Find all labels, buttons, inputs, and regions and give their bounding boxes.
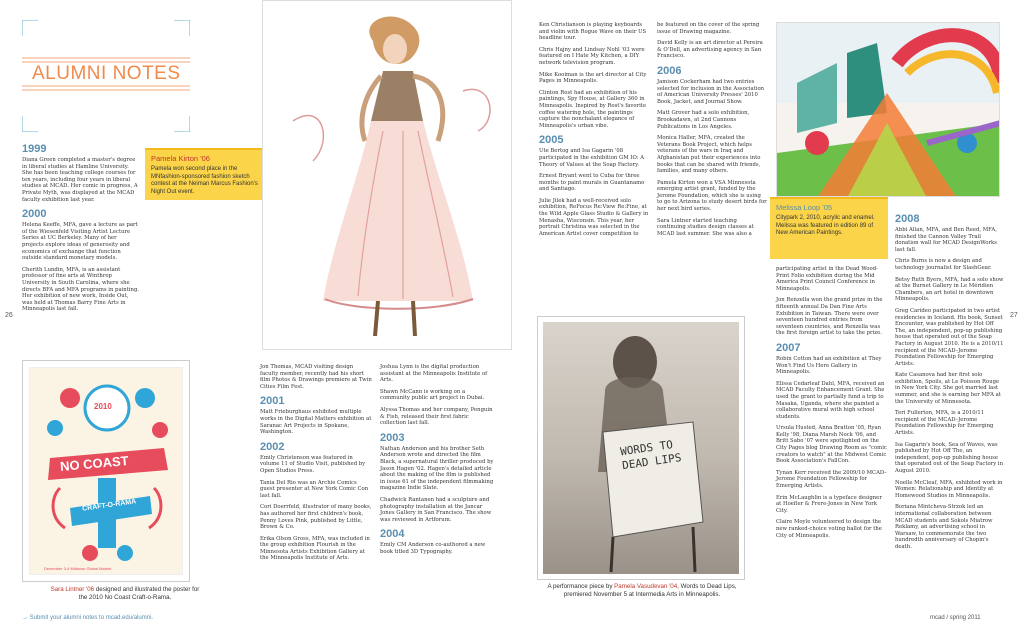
year-heading: 2007 bbox=[776, 341, 801, 354]
year-heading: 2001 bbox=[260, 395, 285, 408]
caption-text: Citypark 2, 2010, acrylic and enamel. Melissa was featured in edition 89 of New American Paintings. bbox=[776, 215, 875, 237]
note-entry: Teri Fullerton, MFA, is a 2010/11 recipient of the MCAD–Jerome Foundation Fellowship for Emerging Artists. bbox=[895, 410, 994, 437]
caption-title: Melissa Loop '05 bbox=[776, 203, 833, 212]
caption-name: Pamela Vasudevan '04 bbox=[614, 583, 678, 590]
poster-illustration bbox=[30, 368, 184, 576]
page-title: ALUMNI NOTES bbox=[32, 63, 181, 84]
note-entry: Jon Thomas, MCAD visiting design faculty member, recently had his short film Photos & Drawings premiere at Twin Cities Film Fest. bbox=[260, 364, 372, 390]
loop-caption-box bbox=[770, 197, 888, 259]
column-2008 bbox=[895, 210, 1005, 556]
note-entry: Kate Casanova had her first solo exhibition, Spoils, at Le Poisson Rouge in New York City. She got married last summer, and she is earning her MFA at the University of Minnesota. bbox=[895, 372, 1001, 405]
note-entry: participating artist in the Dead Wood-Print Folio exhibition during the Mid America Print Council Conference in Minneapolis. bbox=[776, 266, 878, 292]
performance-caption bbox=[542, 583, 742, 598]
note-entry: Tynan Kerr received the 2009/10 MCAD–Jerome Foundation Fellowship for Emerging Artists. bbox=[776, 469, 887, 490]
note-entry: Ernest Bryant went to Cuba for three months to paint murals in Guantanamo and Santiago. bbox=[539, 173, 645, 193]
note-entry: Emily CM Anderson co-authored a new book titled 3D Typography. bbox=[380, 542, 486, 555]
note-entry: Joshua Lynn is the digital production assistant at the Minneapolis Institute of Arts. bbox=[380, 364, 488, 384]
year-heading: 2008 bbox=[895, 213, 920, 225]
caption-body: , Words to Dead Lips, premiered November 5 at Intermedia Arts in Minneapolis. bbox=[563, 583, 737, 598]
note-entry: be featured on the cover of the spring issue of Drawing magazine. bbox=[657, 22, 760, 35]
note-entry: Emily Christenson was featured in volume 11 of Studio Visit, published by Open Studios Press. bbox=[260, 454, 366, 474]
note-entry: Ute Bertog and Isa Gagarin '08 participated in the exhibition GM IO: A Theory of Values at the Soap Factory. bbox=[539, 148, 645, 168]
poster-craft-o-rama: CRAFT-O-RAMA bbox=[81, 498, 137, 513]
note-entry: Clinton Rost had an exhibition of his paintings, Spy House, at Gallery 360 in Minneapolis. Inspired by Rost's favorite coffee watering hole, the paintings capture the nonchalant elegance of Minneapolis's urban vibe. bbox=[539, 89, 647, 129]
note-entry: Elissa Cedarleaf Dahl, MFA, received an MCAD Faculty Enhancement Grant. She used the grant to partially fund a trip to Masaka, Uganda, where she painted a collaborative mural with high school students. bbox=[776, 380, 885, 420]
citypark-illustration bbox=[777, 23, 1000, 197]
sign-text: WORDS TO DEAD LIPS bbox=[619, 438, 683, 473]
note-entry: Cherith Lundin, MFA, is an assistant professor of fine arts at Winthrop University in South Carolina, where she directs BFA and MFA programs in painting. Her exhibition of new work, Inside Out, was held at Thomas Barry Fine Arts in Minneapolis last fall. bbox=[22, 266, 140, 313]
year-heading: 2004 bbox=[380, 528, 405, 541]
poster-year: 2010 bbox=[94, 402, 112, 411]
note-entry: Ursula Husted, Anna Bratton '05, Ryan Kelly '98, Diana Marsh Nock '06, and Britt Sabo '07 were spotlighted on the City Pages blog Drawing Room as "comic creators to watch" at the Midwest Comic Book Association's FallCon. bbox=[776, 425, 887, 465]
kirton-caption-box bbox=[145, 148, 265, 200]
column-2007 bbox=[776, 266, 888, 544]
note-entry: Chris Burns is now a design and technology journalist for SlashGear. bbox=[895, 258, 992, 271]
note-entry: Erin McLaughlin is a typeface designer at Hoefler & Frere-Jones in New York City. bbox=[776, 494, 882, 514]
note-entry: Cori Doerrfeld, illustrator of many books, has authored her first children's book, Penny Loves Pink, published by Little, Brown & Co. bbox=[260, 504, 372, 531]
note-entry: Chadwick Rantanen had a sculpture and photography installation at the Jancar Jones Gallery in San Francisco. The show was reviewed in Artforum. bbox=[380, 496, 492, 523]
year-heading: 2002 bbox=[260, 440, 285, 453]
year-heading: 2005 bbox=[539, 134, 564, 147]
note-entry: Greg Carideo participated in two artist residencies in Iceland. His book, Sunset Encounter, was published by Hot Off The, an independent, pop-up publishing house that operated out of the Soap Factory in August 2010. He is a 2010/11 recipient of the MCAD–Jerome Foundation Fellowship for Emerging Artists. bbox=[895, 307, 1004, 367]
note-entry: Matt Frieburghaus exhibited multiple works in the Digital Matters exhibition at Saranac Art Projects in Spokane, Washington. bbox=[260, 409, 372, 436]
note-entry: Betsy Ruth Byers, MFA, had a solo show at the Burnet Gallery in Le Méridien Chambers, an art hotel in downtown Minneapolis. bbox=[895, 276, 1004, 303]
poster-frame bbox=[22, 360, 190, 582]
citypark-painting bbox=[776, 22, 1000, 197]
poster-no-coast: NO COAST bbox=[59, 453, 130, 474]
column-2006 bbox=[657, 22, 767, 242]
column-2003-2004 bbox=[380, 364, 495, 560]
note-entry: Jon Renzella won the grand prize in the fifteenth annual Da Dan Fine Arts Exhibition in Taiwan. There were over seventeen hundred entries from seventeen countries, and Renzella was the first foreign artist to take the prize. bbox=[776, 297, 883, 337]
page-number-left: 26 bbox=[5, 312, 13, 319]
note-entry: Abbi Allan, MFA, and Ben Reed, MFA, finished the Cannon Valley Trail donation wall for MCAD DesignWorks last fall. bbox=[895, 227, 997, 253]
note-entry: Erika Olson Gross, MFA, was included in the group exhibition Flourish in the Minnesota Artists Exhibition Gallery at the Minneapolis Institute of Arts. bbox=[260, 535, 370, 562]
note-entry: Robin Cotton had an exhibition at They Won't Find Us Here Gallery in Minneapolis. bbox=[776, 355, 882, 376]
note-entry: Jamison Cockerham had two entries selected for inclusion in the Association of American University Presses' 2010 Book, Jacket, and Journal Show. bbox=[657, 78, 765, 105]
note-entry: Julie Jilek had a well-received solo exhibition, ReFocus Re:View Re:Fine, at the Wild Apple Glass Studio & Gallery in Menasha, Wisconsin. This year, her portrait Christina was selected in the American Artist cover competition to bbox=[539, 197, 649, 237]
caption-title: Pamela Kirton '06 bbox=[151, 154, 210, 163]
year-heading: 2006 bbox=[657, 64, 682, 77]
note-entry: Pamela Kirton won a VSA Minnesota emerging artist grant, funded by the Jerome Foundation, which she is using to go to Arizona to study desert birds for her next bird series. bbox=[657, 179, 767, 213]
footer-submit-link[interactable]: → Submit your alumni notes to mcad.edu/alumni. bbox=[22, 615, 154, 621]
footer-issue: mcad / spring 2011 bbox=[930, 615, 981, 621]
performance-photo bbox=[543, 322, 739, 574]
year-heading: 2000 bbox=[22, 208, 47, 221]
note-entry: Noelle McCleaf, MFA, exhibited work in Women: Relationship and Identity at Homewood Studios in Minneapolis. bbox=[895, 479, 1003, 499]
note-entry: Sara Lintner started teaching continuing studies design classes at MCAD last summer. She was also a bbox=[657, 217, 754, 237]
note-entry: Mike Kooiman is the art director at City Pages in Minneapolis. bbox=[539, 71, 647, 85]
note-entry: Shawn McCann is working on a community public art project in Dubai. bbox=[380, 388, 485, 402]
fashion-sketch-image bbox=[262, 0, 512, 350]
note-entry: Helena Keeffe, MFA, gave a lecture as part of the Wiesenfeld Visiting Artist Lecture Series at UC Berkeley. Many of her projects explore ideas of generosity and economics of exchange that function outside standard monetary models. bbox=[22, 222, 138, 262]
note-entry: Diana Green completed a master's degree in liberal studies at Hamline University. She has been teaching college courses for ten years, including four years in liberal studies at MCAD. Her comic in progress, A Private Myth, was displayed at the MCAD faculty exhibition last year. bbox=[22, 157, 138, 203]
note-entry: Chris Hajny and Lindsay Nohl '03 were featured on I Hate My Kitchen, a DIY network television program. bbox=[539, 46, 645, 66]
fashion-figure-illustration bbox=[263, 1, 511, 349]
no-coast-poster bbox=[29, 367, 183, 575]
year-heading: 1999 bbox=[22, 143, 47, 155]
header-block bbox=[22, 20, 190, 132]
note-entry: Matt Grover had a solo exhibition, Brookadawn, at 2nd Cannons Publications in Los Angeles. bbox=[657, 110, 750, 130]
note-entry: Isa Gagarin's book, Sea of Waves, was published by Hot Off The, an independent, pop-up publishing house that operated out of the Soap Factory in August 2010. bbox=[895, 441, 1003, 474]
note-entry: David Kelly is an art director at Pereira & O'Dell, an advertising agency in San Francisco. bbox=[657, 40, 763, 60]
caption-name: Sara Lintner '06 bbox=[50, 586, 95, 593]
column-2001-2002 bbox=[260, 364, 372, 567]
note-entry: Boriana Mintcheva-Strzok led an international collaboration between MCAD students and Sokols Miatrow Reklamy, an advertising school in Warsaw, to commemorate the two hundredth anniversary of Chopin's death. bbox=[895, 504, 993, 550]
column-2005 bbox=[539, 22, 651, 242]
note-entry: Nathan Anderson and his brother Seth Anderson wrote and directed the film Black, a supernatural thriller produced by Jason Hagen '02. Hagen's detailed article about the making of the film is published in issue 61 of the independent filmmaking magazine Indie Slate. bbox=[380, 445, 494, 492]
note-entry: Tania Del Rio was an Archie Comics guest presenter at New York Comic Con last fall. bbox=[260, 479, 369, 499]
note-entry: Ken Christianson is playing keyboards and violin with Rogue Wave on their US headline tour. bbox=[539, 22, 647, 42]
note-entry: Alyssa Thomas and her company, Penguin & Fish, released their first fabric collection last fall. bbox=[380, 406, 493, 427]
column-1999-2000 bbox=[22, 140, 140, 318]
caption-body: designed and illustrated the poster for the 2010 No Coast Craft-o-Rama. bbox=[78, 586, 200, 601]
caption-pre: A performance piece by bbox=[547, 583, 615, 590]
poster-caption bbox=[50, 586, 200, 601]
performance-frame bbox=[537, 316, 745, 580]
caption-text: Pamela won second place in the MNfashion-sponsored fashion sketch contest at the Neiman Marcus Fashion's Night Out event. bbox=[151, 166, 258, 195]
poster-dates: December 3-4 Midtown Global Market bbox=[44, 566, 112, 571]
year-heading: 2003 bbox=[380, 431, 405, 444]
page-number-right: 27 bbox=[1010, 312, 1018, 319]
note-entry: Monica Haller, MFA, created the Veterans Book Project, which helps veterans of the wars in Iraq and Afghanistan put their experiences into books that can be shared with friends, families, and many others. bbox=[657, 135, 761, 175]
note-entry: Claire Moyle volunteered to design the new ranked-choice voting ballot for the City of Minneapolis. bbox=[776, 519, 882, 539]
